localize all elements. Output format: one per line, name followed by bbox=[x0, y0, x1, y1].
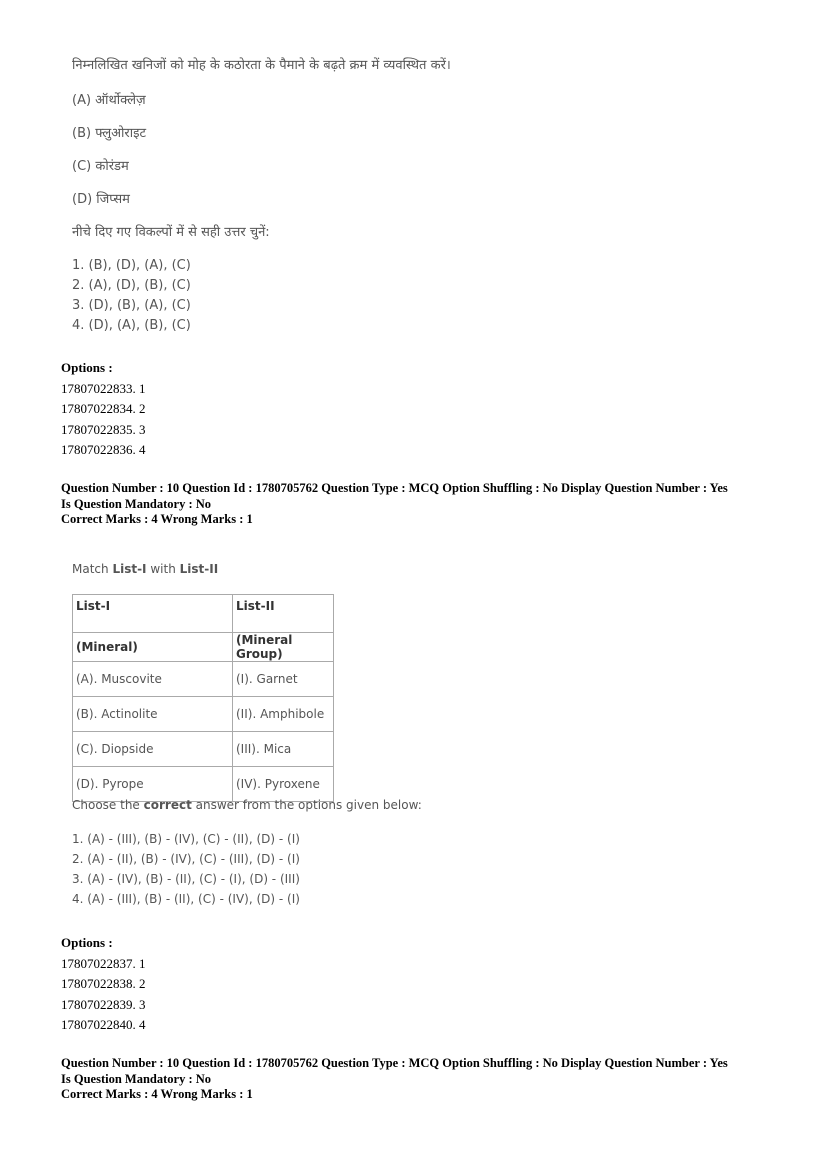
match-table bbox=[72, 594, 334, 802]
table-cell: (C). Diopside bbox=[73, 732, 233, 767]
table-row bbox=[73, 767, 334, 802]
question-instruction: नीचे दिए गए विकल्पों में से सही उत्तर चुनें: bbox=[72, 225, 270, 240]
options-list bbox=[61, 358, 146, 461]
instruction-text: Choose the bbox=[72, 798, 144, 812]
answer-choice: 2. (A) - (II), (B) - (IV), (C) - (III), (D) - (I) bbox=[72, 852, 300, 866]
question-instruction bbox=[72, 798, 422, 812]
question-meta-line: Question Number : 10 Question Id : 1780705762 Question Type : MCQ Option Shuffling : No Display Question Number : Yes bbox=[61, 481, 728, 495]
question-marks-line: Correct Marks : 4 Wrong Marks : 1 bbox=[61, 512, 253, 526]
question-meta bbox=[61, 481, 781, 528]
answer-choice: 1. (B), (D), (A), (C) bbox=[72, 258, 191, 273]
answer-choice: 1. (A) - (III), (B) - (IV), (C) - (II), (D) - (I) bbox=[72, 832, 300, 846]
table-cell: (II). Amphibole bbox=[233, 697, 334, 732]
answer-choice: 3. (D), (B), (A), (C) bbox=[72, 298, 191, 313]
table-header-cell: List-II bbox=[233, 595, 334, 633]
match-intro bbox=[72, 562, 218, 576]
answer-choice: 4. (A) - (III), (B) - (II), (C) - (IV), (D) - (I) bbox=[72, 892, 300, 906]
answer-choice: 4. (D), (A), (B), (C) bbox=[72, 318, 191, 333]
table-header-cell: List-I bbox=[73, 595, 233, 633]
option-item: 17807022835. 3 bbox=[61, 421, 146, 437]
question-stem: निम्नलिखित खनिजों को मोह के कठोरता के पैमाने के बढ़ते क्रम में व्यवस्थित करें। bbox=[72, 58, 451, 73]
match-intro-text: Match bbox=[72, 562, 113, 576]
table-group-row bbox=[73, 633, 334, 662]
question-item: (B) फ्लुओराइट bbox=[72, 126, 147, 141]
table-group-cell: (Mineral Group) bbox=[233, 633, 334, 662]
option-item: 17807022833. 1 bbox=[61, 380, 146, 396]
question-meta-line: Is Question Mandatory : No bbox=[61, 496, 212, 511]
options-label: Options : bbox=[61, 935, 113, 950]
question-meta-line: Question Number : 10 Question Id : 1780705762 Question Type : MCQ Option Shuffling : No Display Question Number : Yes bbox=[61, 1056, 728, 1070]
options-list bbox=[61, 933, 146, 1036]
table-header-row bbox=[73, 595, 334, 633]
list-two-label: List-II bbox=[179, 562, 219, 576]
options-label: Options : bbox=[61, 360, 113, 375]
table-cell: (III). Mica bbox=[233, 732, 334, 767]
question-item: (A) ऑर्थोक्लेज़ bbox=[72, 93, 146, 108]
answer-choice: 3. (A) - (IV), (B) - (II), (C) - (I), (D) - (III) bbox=[72, 872, 300, 886]
answer-choice: 2. (A), (D), (B), (C) bbox=[72, 278, 191, 293]
table-group-cell: (Mineral) bbox=[73, 633, 233, 662]
option-item: 17807022840. 4 bbox=[61, 1017, 146, 1032]
table-cell: (I). Garnet bbox=[233, 662, 334, 697]
list-one-label: List-I bbox=[112, 562, 147, 576]
table-cell: (A). Muscovite bbox=[73, 662, 233, 697]
table-row bbox=[73, 732, 334, 767]
option-item: 17807022838. 2 bbox=[61, 976, 146, 991]
instruction-text: answer from the options given below: bbox=[191, 798, 422, 812]
option-item: 17807022837. 1 bbox=[61, 955, 146, 971]
option-item: 17807022839. 3 bbox=[61, 996, 146, 1012]
table-row bbox=[73, 697, 334, 732]
option-item: 17807022834. 2 bbox=[61, 401, 146, 416]
match-intro-text: with bbox=[146, 562, 180, 576]
table-cell: (B). Actinolite bbox=[73, 697, 233, 732]
question-meta-line: Is Question Mandatory : No bbox=[61, 1071, 212, 1086]
option-item: 17807022836. 4 bbox=[61, 442, 146, 457]
table-cell: (IV). Pyroxene bbox=[233, 767, 334, 802]
table-cell: (D). Pyrope bbox=[73, 767, 233, 802]
question-meta bbox=[61, 1056, 781, 1103]
table-row bbox=[73, 662, 334, 697]
question-item: (C) कोरंडम bbox=[72, 159, 129, 174]
instruction-emphasis: correct bbox=[143, 798, 192, 812]
question-marks-line: Correct Marks : 4 Wrong Marks : 1 bbox=[61, 1087, 253, 1101]
question-item: (D) जिप्सम bbox=[72, 192, 130, 207]
